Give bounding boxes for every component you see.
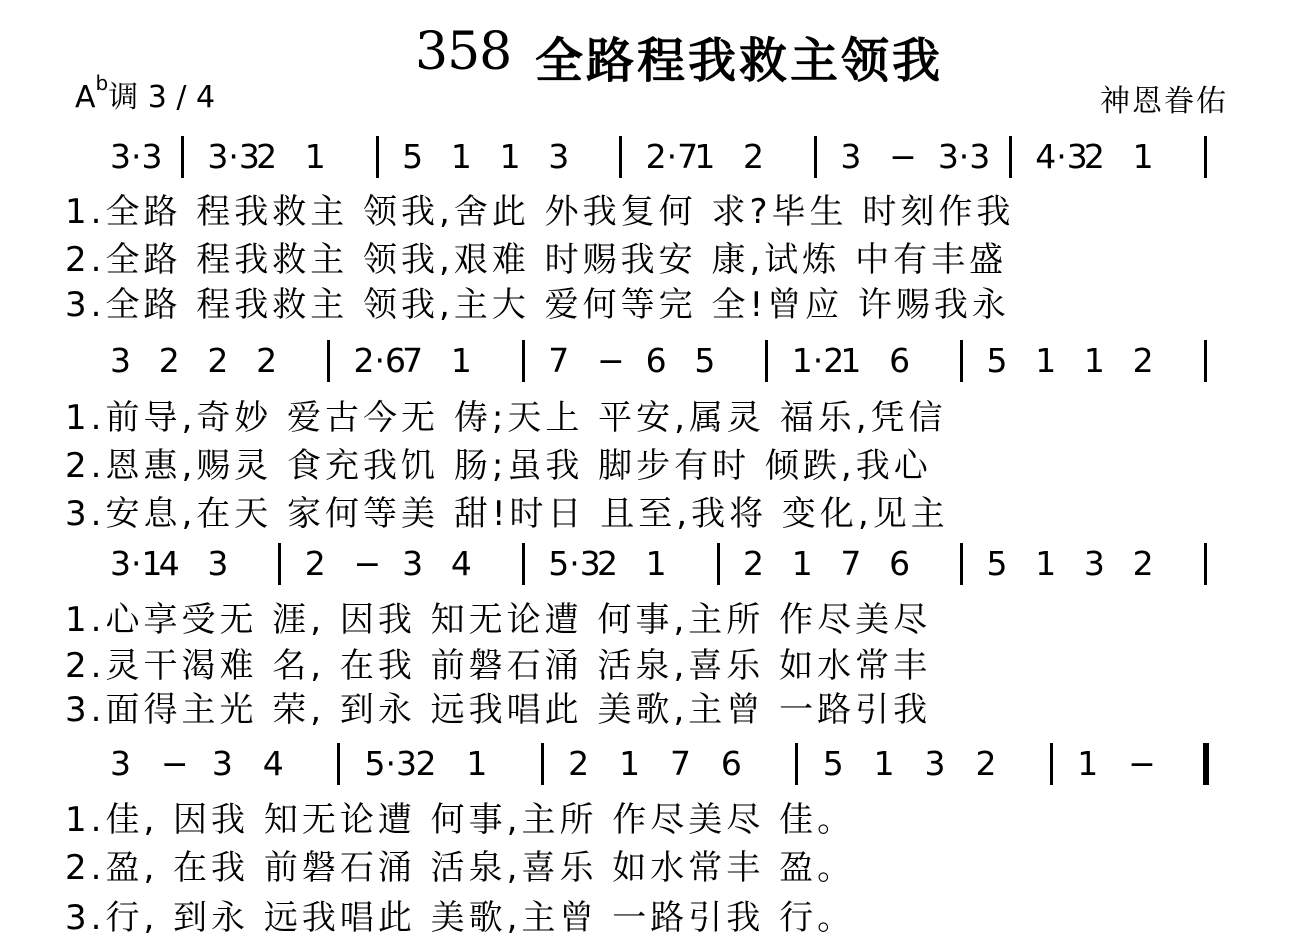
barline	[795, 743, 798, 785]
note: 1	[791, 544, 813, 583]
note: 2·7	[645, 137, 699, 176]
lyric-line: 1.心享受无 涯, 因我 知无论遭 何事,主所 作尽美尽	[65, 600, 932, 640]
note: 6	[645, 341, 667, 380]
note: 3	[402, 544, 424, 583]
barline	[1050, 743, 1053, 785]
lyric-line: 3.安息,在天 家何等美 甜!时日 且至,我将 变化,见主	[65, 494, 949, 534]
lyric-line: 2.盈, 在我 前磐石涌 活泉,喜乐 如水常丰 盈。	[65, 848, 856, 888]
note: 1	[1035, 544, 1057, 583]
note: 2	[158, 341, 180, 380]
note: 6	[889, 544, 911, 583]
notation-line-4	[0, 745, 1300, 785]
barline	[181, 136, 184, 178]
note: −	[889, 137, 917, 176]
note: 1	[1035, 341, 1057, 380]
note: 1	[304, 137, 326, 176]
note: 2	[304, 544, 326, 583]
barline	[765, 340, 768, 382]
note: 6	[889, 341, 911, 380]
note: 2	[207, 341, 229, 380]
note: 2	[1083, 137, 1105, 176]
lyric-line: 1.佳, 因我 知无论遭 何事,主所 作尽美尽 佳。	[65, 800, 856, 840]
note: 3	[1083, 544, 1105, 583]
barline	[278, 543, 281, 585]
note: 1	[499, 137, 521, 176]
key-time: 调 3 / 4	[108, 80, 216, 115]
note: 1·2	[791, 341, 845, 380]
note: −	[596, 341, 625, 380]
note: 5	[986, 544, 1008, 583]
barline	[337, 743, 340, 785]
note: 7	[670, 744, 691, 783]
note: 5·3	[364, 744, 418, 783]
note: 3	[211, 744, 233, 783]
note: 3·3	[937, 137, 991, 176]
note: 5	[402, 137, 424, 176]
note: 1	[1083, 341, 1105, 380]
notation-line-3	[0, 545, 1300, 585]
note: 5	[986, 341, 1008, 380]
note: 5·3	[548, 544, 601, 583]
barline	[1204, 136, 1207, 178]
note: 3	[840, 137, 862, 176]
note: 3·1	[110, 544, 163, 583]
note: 5	[694, 341, 716, 380]
note: 2	[568, 744, 590, 783]
note: 2	[415, 744, 437, 783]
note: 1	[1132, 137, 1154, 176]
final-barline	[1203, 743, 1209, 785]
note: 2	[743, 137, 765, 176]
hymn-title: 全路程我救主领我	[535, 33, 944, 89]
barline	[960, 543, 963, 585]
lyric-line: 3.行, 到永 远我唱此 美歌,主曾 一路引我 行。	[65, 898, 856, 938]
note: 3·3	[110, 137, 163, 176]
note: 7	[548, 341, 570, 380]
barline	[327, 340, 330, 382]
note: 3	[207, 544, 229, 583]
note: 2	[256, 341, 278, 380]
note: 4·3	[1035, 137, 1088, 176]
note: 1	[450, 137, 472, 176]
barline	[814, 136, 817, 178]
note: 2	[256, 137, 278, 176]
note: −	[160, 744, 189, 783]
note: 1	[619, 744, 641, 783]
barline	[619, 136, 622, 178]
barline	[522, 340, 525, 382]
note: 3	[110, 744, 131, 783]
note: 5	[822, 744, 844, 783]
note: 3	[548, 137, 570, 176]
barline	[1009, 136, 1012, 178]
barline	[1204, 543, 1207, 585]
note: 1	[1077, 744, 1099, 783]
note: 3·3	[207, 137, 260, 176]
lyric-line: 3.面得主光 荣, 到永 远我唱此 美歌,主曾 一路引我	[65, 690, 932, 730]
note: −	[353, 544, 382, 583]
note: 2·6	[353, 341, 406, 380]
note: 2	[975, 744, 997, 783]
note: 4	[450, 544, 472, 583]
hymn-number: 358	[415, 22, 512, 82]
note: 2	[596, 544, 618, 583]
note: 1	[873, 744, 895, 783]
key-signature	[75, 72, 215, 116]
note: 1	[466, 744, 488, 783]
lyric-line: 2.灵干渴难 名, 在我 前磐石涌 活泉,喜乐 如水常丰	[65, 646, 932, 686]
barline	[541, 743, 544, 785]
lyric-line: 1.前导,奇妙 爱古今无 俦;天上 平安,属灵 福乐,凭信	[65, 398, 947, 438]
note: 2	[1132, 544, 1154, 583]
note: 1	[645, 544, 667, 583]
lyric-line: 1.全路 程我救主 领我,舍此 外我复何 求?毕生 时刻作我	[65, 192, 1015, 232]
notation-line-1	[0, 138, 1300, 178]
note: 6	[720, 744, 742, 783]
barline	[1204, 340, 1207, 382]
barline	[717, 543, 720, 585]
barline	[376, 136, 379, 178]
note: 2	[743, 544, 765, 583]
lyric-line: 3.全路 程我救主 领我,主大 爱何等完 全!曾应 许赐我永	[65, 285, 1010, 325]
note: 4	[262, 744, 284, 783]
notation-line-2	[0, 342, 1300, 382]
note: 1	[694, 137, 716, 176]
note: 3	[110, 341, 131, 380]
note: −	[1128, 744, 1156, 783]
key-flat: b	[95, 71, 109, 95]
note: 1	[840, 341, 862, 380]
note: 2	[1132, 341, 1154, 380]
key-letter: A	[75, 80, 96, 115]
note: 3	[924, 744, 946, 783]
note: 1	[450, 341, 472, 380]
note: 7	[402, 341, 424, 380]
barline	[960, 340, 963, 382]
lyric-line: 2.全路 程我救主 领我,艰难 时赐我安 康,试炼 中有丰盛	[65, 240, 1008, 280]
lyric-line: 2.恩惠,赐灵 食充我饥 肠;虽我 脚步有时 倾跌,我心	[65, 446, 932, 486]
note: 7	[840, 544, 862, 583]
barline	[522, 543, 525, 585]
tune-attribution: 神恩眷佑	[1100, 84, 1228, 119]
note: 4	[158, 544, 180, 583]
